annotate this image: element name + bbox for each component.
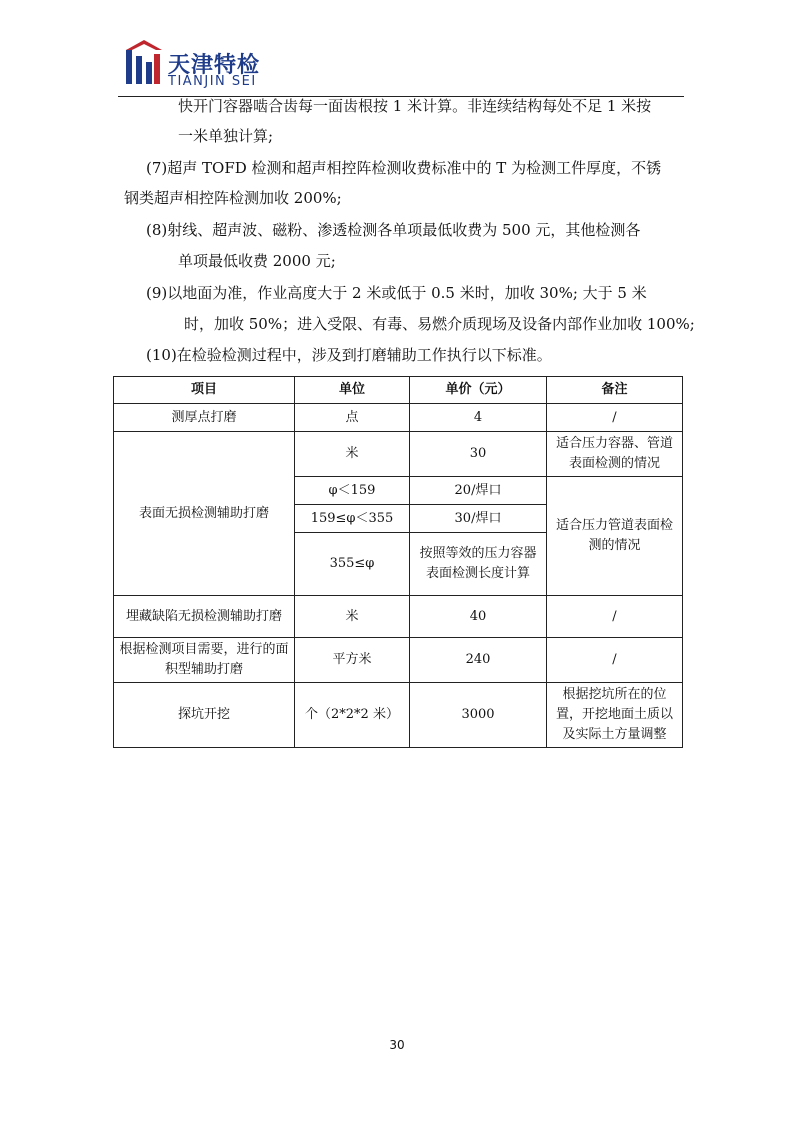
table-row: [114, 683, 683, 748]
cell-unit: 355≤φ: [295, 533, 410, 596]
paragraph-line: 单项最低收费 2000 元;: [178, 252, 336, 270]
cell-note: 适合压力管道表面检测的情况: [547, 477, 683, 596]
cell-item: 探坑开挖: [114, 683, 295, 748]
cell-price: 240: [410, 638, 547, 683]
tianjin-sei-logo-icon: [124, 40, 164, 86]
brand-name-cn: 天津特检: [168, 53, 261, 78]
cell-price: 4: [410, 404, 547, 432]
cell-price: 40: [410, 596, 547, 638]
page-number: 30: [389, 1038, 405, 1052]
cell-price: 30: [410, 432, 547, 477]
cell-item: 测厚点打磨: [114, 404, 295, 432]
cell-item: 埋藏缺陷无损检测辅助打磨: [114, 596, 295, 638]
cell-item: 表面无损检测辅助打磨: [114, 432, 295, 596]
page-header: [124, 40, 684, 96]
table-row: [114, 638, 683, 683]
header-item: 项目: [114, 377, 295, 404]
header-unit: 单位: [295, 377, 410, 404]
cell-item: 根据检测项目需要，进行的面积型辅助打磨: [114, 638, 295, 683]
cell-note: /: [547, 596, 683, 638]
cell-unit: φ＜159: [295, 477, 410, 505]
paragraph-line: (8)射线、超声波、磁粉、渗透检测各单项最低收费为 500 元，其他检测各: [146, 221, 641, 239]
table-header-row: [114, 377, 683, 404]
paragraph-line: (7)超声 TOFD 检测和超声相控阵检测收费标准中的 T 为检测工件厚度，不锈: [146, 159, 662, 177]
cell-price: 20/焊口: [410, 477, 547, 505]
paragraph-line: 快开门容器啮合齿每一面齿根按 1 米计算。非连续结构每处不足 1 米按: [178, 97, 652, 115]
table-row: [114, 596, 683, 638]
cell-unit: 米: [295, 432, 410, 477]
cell-note: 根据挖坑所在的位置，开挖地面土质以及实际土方量调整: [547, 683, 683, 748]
cell-price: 30/焊口: [410, 505, 547, 533]
paragraph-line: (9)以地面为准，作业高度大于 2 米或低于 0.5 米时，加收 30%; 大于 5 米: [146, 284, 647, 302]
cell-note: /: [547, 404, 683, 432]
cell-price: 3000: [410, 683, 547, 748]
cell-unit: 159≤φ＜355: [295, 505, 410, 533]
paragraph-line: 一米单独计算;: [178, 127, 274, 145]
cell-unit: 平方米: [295, 638, 410, 683]
header-note: 备注: [547, 377, 683, 404]
table-row: [114, 404, 683, 432]
cell-unit: 米: [295, 596, 410, 638]
grinding-fee-table: [113, 376, 683, 748]
cell-unit: 点: [295, 404, 410, 432]
cell-note: /: [547, 638, 683, 683]
table-row: [114, 432, 683, 477]
header-price: 单价（元）: [410, 377, 547, 404]
brand-name-en: TIANJIN SEI: [168, 74, 257, 89]
cell-note: 适合压力容器、管道表面检测的情况: [547, 432, 683, 477]
paragraph-line: 钢类超声相控阵检测加收 200%;: [124, 189, 342, 207]
cell-unit: 个（2*2*2 米）: [295, 683, 410, 748]
paragraph-line: 时，加收 50%；进入受限、有毒、易燃介质现场及设备内部作业加收 100%;: [184, 315, 695, 333]
paragraph-line: (10)在检验检测过程中，涉及到打磨辅助工作执行以下标准。: [146, 346, 552, 364]
cell-price: 按照等效的压力容器表面检测长度计算: [410, 533, 547, 596]
